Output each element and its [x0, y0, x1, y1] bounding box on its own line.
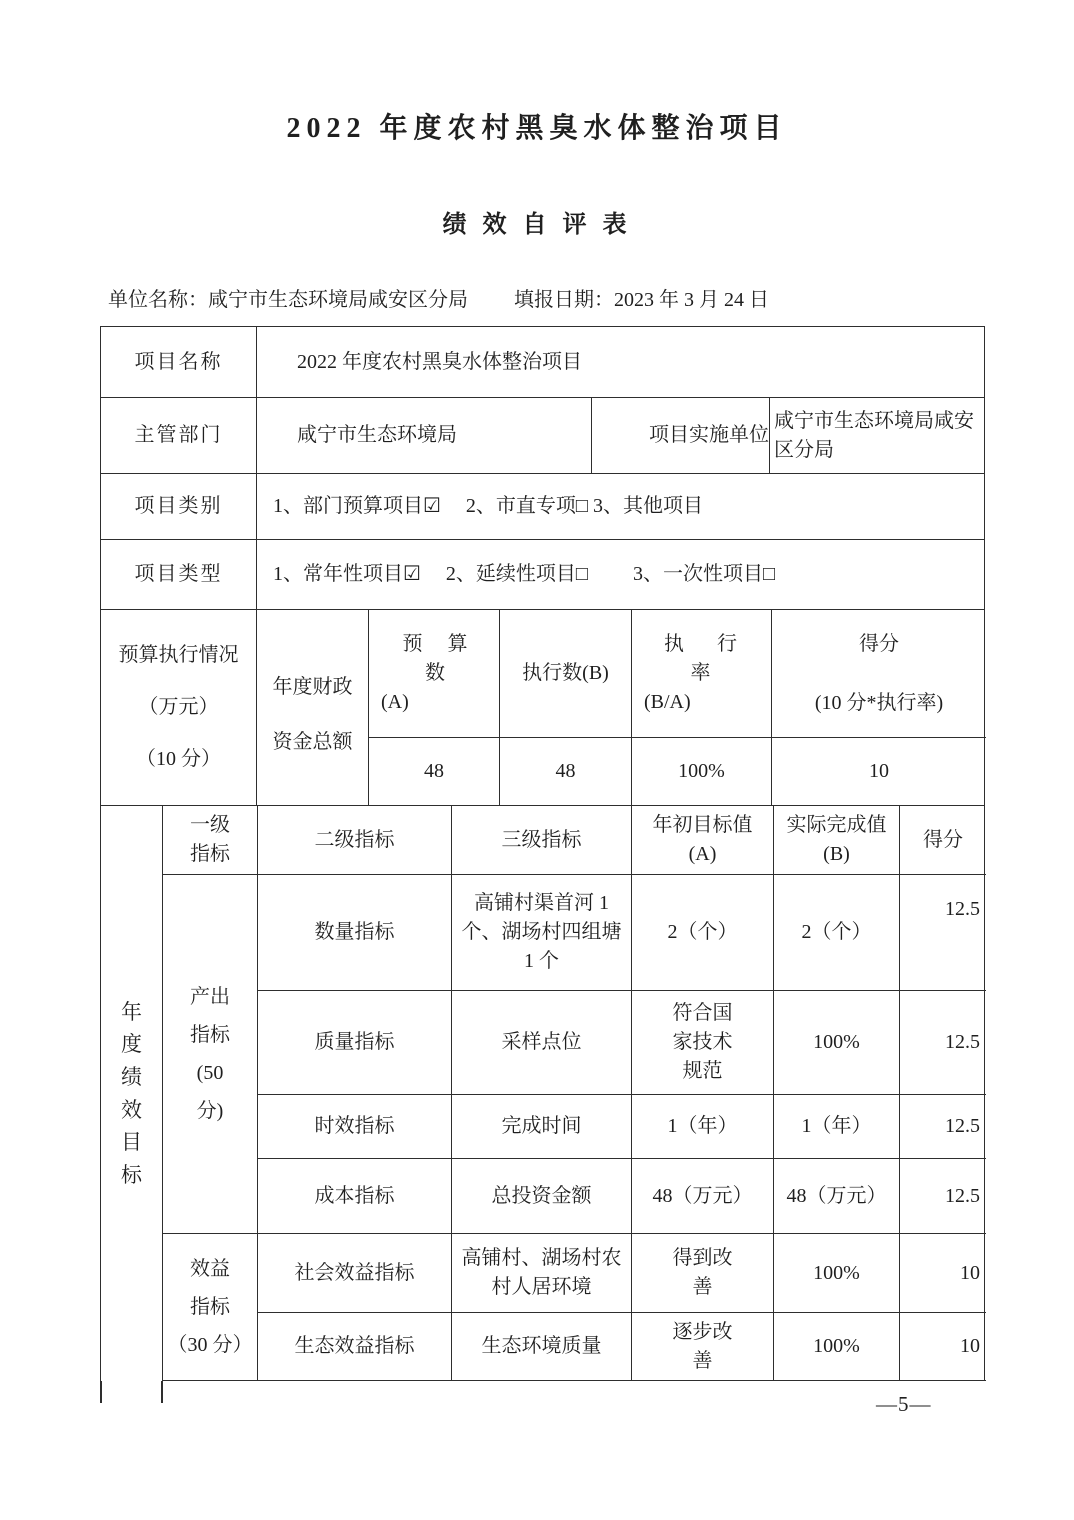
header-level1: 一级 指标 — [162, 806, 257, 874]
annual-fund-label: 年度财政 资金总额 — [256, 610, 368, 805]
row-quality-level2: 质量指标 — [257, 990, 451, 1094]
unit-name-label: 单位名称： — [108, 289, 208, 311]
budget-number-header: 预 算 数 (A) — [368, 610, 499, 738]
row-timeliness-score: 12.5 — [899, 1094, 986, 1158]
row-cost-target: 48（万元） — [631, 1158, 773, 1233]
performance-targets-section — [101, 805, 984, 1381]
row-eco-score: 10 — [899, 1312, 986, 1381]
project-name-value: 2022 年度农村黑臭水体整治项目 — [256, 327, 984, 397]
row-quantity-actual: 2（个） — [773, 874, 899, 990]
row-eco-level2: 生态效益指标 — [257, 1312, 451, 1381]
header-level3: 三级指标 — [451, 806, 631, 874]
page-number: —5— — [876, 1392, 932, 1416]
budget-execution-section — [101, 609, 984, 805]
row-social-level2: 社会效益指标 — [257, 1233, 451, 1312]
row-quantity-target: 2（个） — [631, 874, 773, 990]
self-evaluation-table — [100, 326, 985, 1381]
budget-score-header: 得分 (10 分*执行率) — [771, 610, 986, 738]
row-project-type — [101, 539, 984, 609]
header-target: 年初目标值 (A) — [631, 806, 773, 874]
row-social-level3: 高铺村、湖场村农村人居环境 — [451, 1233, 631, 1312]
fill-date-value: 2023 年 3 月 24 日 — [614, 289, 769, 311]
row-quality-score: 12.5 — [899, 990, 986, 1094]
continuation-line-left — [100, 1381, 102, 1403]
header-level2: 二级指标 — [257, 806, 451, 874]
row-quality-target: 符合国家技术规范 — [631, 990, 773, 1094]
row-quality-actual: 100% — [773, 990, 899, 1094]
row-eco-actual: 100% — [773, 1312, 899, 1381]
row-quality-level3: 采样点位 — [451, 990, 631, 1094]
continuation-line-right — [161, 1381, 163, 1403]
fill-date-label: 填报日期： — [514, 289, 614, 311]
row-eco-target: 逐步改善 — [631, 1312, 773, 1381]
row-cost-actual: 48（万元） — [773, 1158, 899, 1233]
row-quantity-score: 12.5 — [899, 874, 986, 990]
row-timeliness-level2: 时效指标 — [257, 1094, 451, 1158]
document-title: 2022 年度农村黑臭水体整治项目 — [286, 113, 788, 144]
row-project-category — [101, 473, 984, 539]
row-timeliness-target: 1（年） — [631, 1094, 773, 1158]
impl-unit-label: 项目实施单位 — [591, 398, 769, 473]
row-cost-level3: 总投资金额 — [451, 1158, 631, 1233]
row-timeliness-level3: 完成时间 — [451, 1094, 631, 1158]
row-departments — [101, 397, 984, 473]
type-label: 项目类型 — [134, 563, 223, 585]
category-value: 1、部门预算项目☑ 2、市直专项□ 3、其他项目 — [256, 474, 984, 539]
row-cost-level2: 成本指标 — [257, 1158, 451, 1233]
group-benefit-indicators: 效益 指标 （30 分） — [162, 1233, 257, 1381]
project-name-label: 项目名称 — [134, 350, 223, 373]
category-label: 项目类别 — [134, 495, 223, 517]
unit-name-value: 咸宁市生态环境局咸安区分局 — [208, 289, 468, 311]
execution-rate-header: 执 行 率 (B/A) — [631, 610, 771, 738]
meta-line — [108, 283, 1074, 312]
impl-unit-value: 咸宁市生态环境局咸安区分局 — [769, 398, 984, 473]
budget-score-value: 10 — [771, 738, 986, 805]
row-project-name — [101, 327, 984, 397]
row-cost-score: 12.5 — [899, 1158, 986, 1233]
fill-date — [514, 283, 769, 312]
row-timeliness-actual: 1（年） — [773, 1094, 899, 1158]
type-value: 1、常年性项目☑ 2、延续性项目□ 3、一次性项目□ — [256, 540, 984, 609]
group-output-indicators: 产出 指标 (50 分) — [162, 874, 257, 1233]
row-social-score: 10 — [899, 1233, 986, 1312]
execution-rate-value: 100% — [631, 738, 771, 805]
budget-section-label: 预算执行情况 （万元） （10 分） — [118, 644, 239, 770]
dept-value: 咸宁市生态环境局 — [256, 398, 591, 473]
row-quantity-level2: 数量指标 — [257, 874, 451, 990]
header-actual: 实际完成值 (B) — [773, 806, 899, 874]
execution-number-header: 执行数(B) — [499, 610, 631, 738]
row-social-actual: 100% — [773, 1233, 899, 1312]
header-score: 得分 — [899, 806, 986, 874]
budget-number-value: 48 — [368, 738, 499, 805]
performance-side-label: 年度绩效目标 — [121, 999, 142, 1187]
row-social-target: 得到改善 — [631, 1233, 773, 1312]
row-eco-level3: 生态环境质量 — [451, 1312, 631, 1381]
dept-label: 主管部门 — [134, 424, 223, 446]
row-quantity-level3: 高铺村渠首河 1 个、湖场村四组塘 1 个 — [451, 874, 631, 990]
document-subtitle: 绩 效 自 评 表 — [442, 212, 632, 238]
execution-number-value: 48 — [499, 738, 631, 805]
